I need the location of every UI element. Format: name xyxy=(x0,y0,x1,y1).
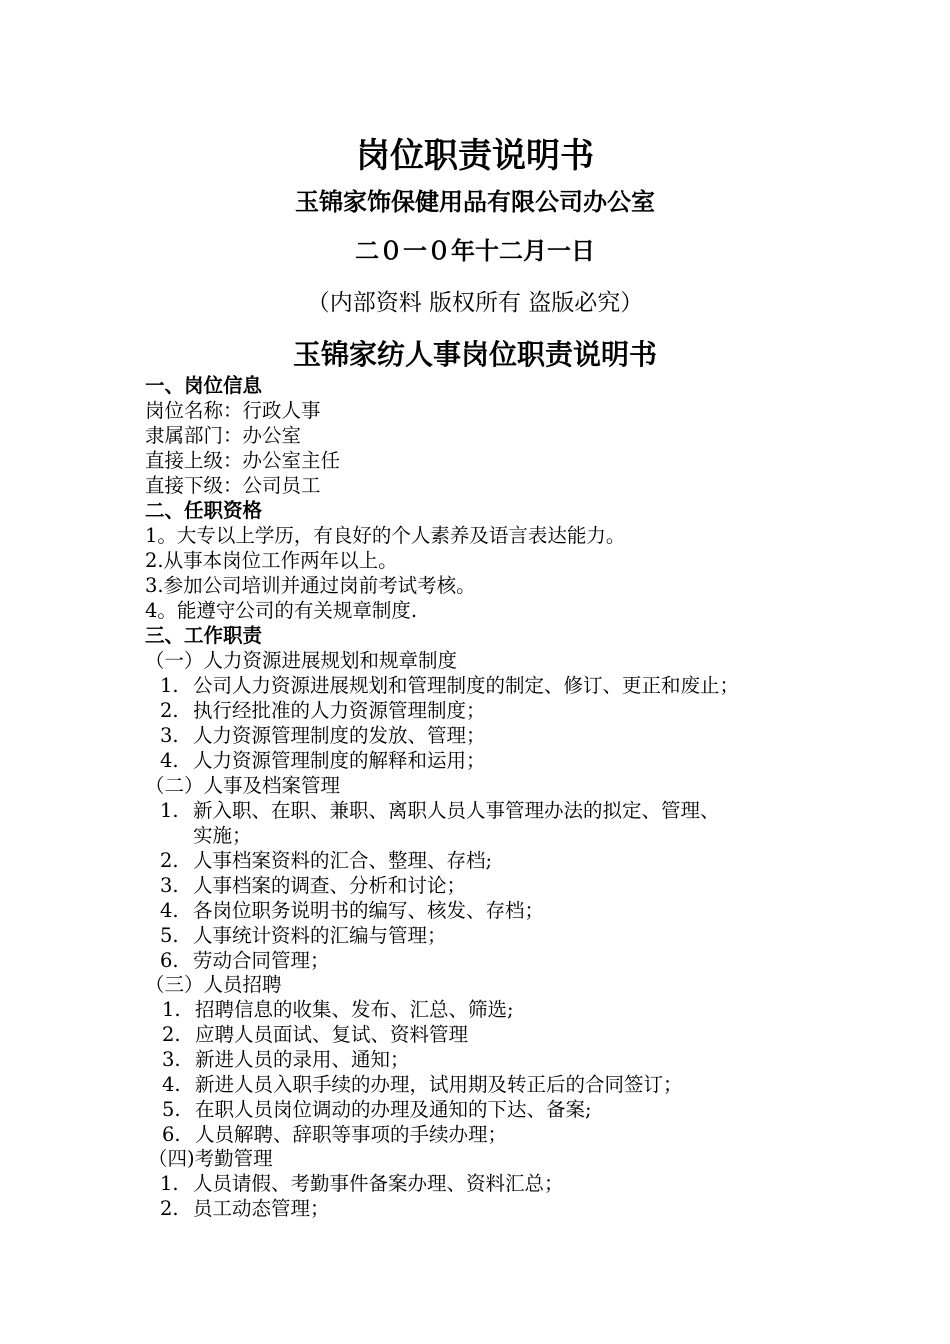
info-line: 直接下级：公司员工 xyxy=(145,474,321,497)
list-item: 人力资源管理制度的解释和运用； xyxy=(193,749,486,772)
list-number: 2. xyxy=(160,699,179,722)
copyright-notice: （内部资料 版权所有 盗版必究） xyxy=(306,290,644,316)
section2-heading: 二、任职资格 xyxy=(145,499,263,522)
list-number: 2. xyxy=(160,849,179,872)
info-line: 直接上级：办公室主任 xyxy=(145,449,341,472)
qualification-line: 1。大专以上学历，有良好的个人素养及语言表达能力。 xyxy=(145,524,626,547)
info-line: 岗位名称：行政人事 xyxy=(145,399,321,422)
list-number: 6. xyxy=(160,949,179,972)
document-date: 二０一０年十二月一日 xyxy=(355,236,595,265)
list-item: 各岗位职务说明书的编写、核发、存档； xyxy=(193,899,545,922)
list-item: 新进人员入职手续的办理，试用期及转正后的合同签订； xyxy=(195,1073,683,1096)
list-number: 4. xyxy=(162,1073,181,1096)
list-number: 5. xyxy=(162,1098,181,1121)
list-item: 人事档案的调查、分析和讨论； xyxy=(193,874,467,897)
list-number: 4. xyxy=(160,899,179,922)
list-item: 新入职、在职、兼职、离职人员人事管理办法的拟定、管理、 xyxy=(193,799,720,822)
list-item: 在职人员岗位调动的办理及通知的下达、备案; xyxy=(195,1098,592,1121)
list-number: 3. xyxy=(162,1048,181,1071)
list-item: 人员请假、考勤事件备案办理、资料汇总； xyxy=(193,1172,564,1195)
qualification-line: 4。能遵守公司的有关规章制度. xyxy=(145,599,418,622)
qualification-line: 3.参加公司培训并通过岗前考试考核。 xyxy=(145,574,476,597)
list-item: 人力资源管理制度的发放、管理； xyxy=(193,724,486,747)
list-number: 1. xyxy=(160,1172,179,1195)
list-item: 应聘人员面试、复试、资料管理 xyxy=(195,1023,469,1046)
section3-heading: 三、工作职责 xyxy=(145,624,263,647)
list-number: 3. xyxy=(160,874,179,897)
list-number: 6. xyxy=(162,1123,181,1146)
list-number: 4. xyxy=(160,749,179,772)
list-item: 员工动态管理； xyxy=(193,1197,330,1220)
list-item: 招聘信息的收集、发布、汇总、筛选; xyxy=(195,998,514,1021)
list-number: 1. xyxy=(160,674,179,697)
list-item-continuation: 实施； xyxy=(193,824,252,847)
list-number: 3. xyxy=(160,724,179,747)
list-number: 2. xyxy=(160,1197,179,1220)
subsection-heading: （二）人事及档案管理 xyxy=(145,774,341,797)
company-name: 玉锦家饰保健用品有限公司办公室 xyxy=(295,187,655,216)
subsection-heading: （一）人力资源进展规划和规章制度 xyxy=(145,649,458,672)
section-main-title: 玉锦家纺人事岗位职责说明书 xyxy=(292,338,657,371)
list-number: 1. xyxy=(162,998,181,1021)
list-item: 执行经批准的人力资源管理制度； xyxy=(193,699,486,722)
subsection-heading: （四)考勤管理 xyxy=(148,1147,273,1170)
list-number: 1. xyxy=(160,799,179,822)
list-item: 公司人力资源进展规划和管理制度的制定、修订、更正和废止； xyxy=(193,674,740,697)
info-line: 隶属部门：办公室 xyxy=(145,424,302,447)
list-number: 5. xyxy=(160,924,179,947)
document-title: 岗位职责说明书 xyxy=(356,136,594,176)
list-item: 新进人员的录用、通知； xyxy=(195,1048,410,1071)
list-item: 人员解聘、辞职等事项的手续办理； xyxy=(195,1123,508,1146)
qualification-line: 2.从事本岗位工作两年以上。 xyxy=(145,549,398,572)
list-item: 人事统计资料的汇编与管理； xyxy=(193,924,447,947)
list-item: 人事档案资料的汇合、整理、存档; xyxy=(193,849,493,872)
list-item: 劳动合同管理； xyxy=(193,949,330,972)
subsection-heading: （三）人员招聘 xyxy=(145,973,282,996)
list-number: 2. xyxy=(162,1023,181,1046)
section1-heading: 一、岗位信息 xyxy=(145,374,263,397)
